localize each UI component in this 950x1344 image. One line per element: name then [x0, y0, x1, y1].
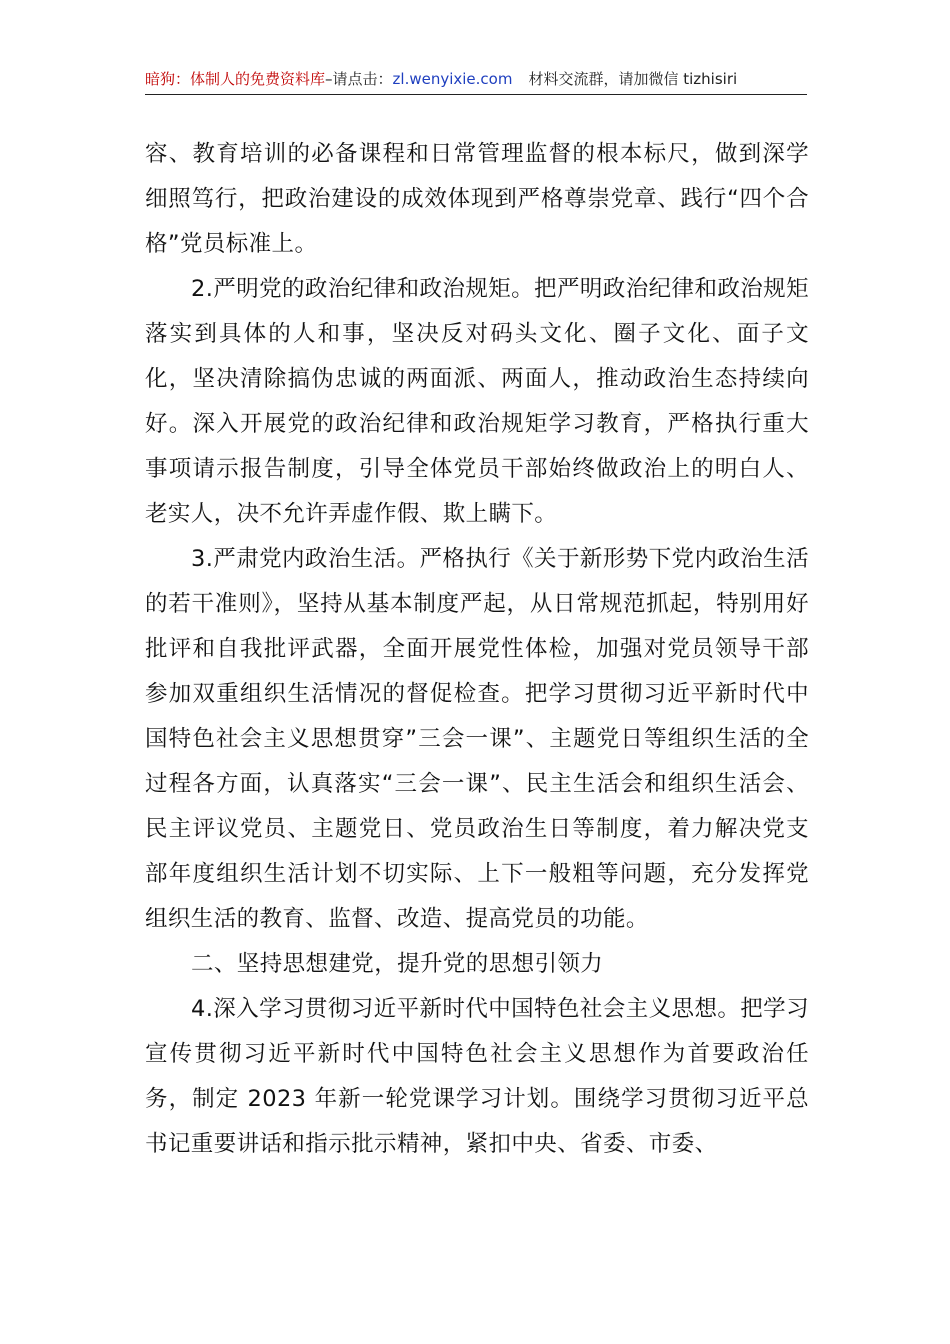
header-contact: 材料交流群，请加微信 tizhisiri	[528, 70, 738, 88]
header-brand: 暗狗：体制人的免费资料库	[145, 70, 326, 88]
document-body	[145, 132, 809, 1167]
paragraph-item-4: 4.深入学习贯彻习近平新时代中国特色社会主义思想。把学习宣传贯彻习近平新时代中国特色社会主义思想作为首要政治任务，制定 2023 年新一轮党课学习计划。围绕学习贯彻习近平总书记重要讲话和指示批示精神，紧扣中央、省委、市委、	[145, 996, 809, 1157]
paragraph-item-3: 3.严肃党内政治生活。严格执行《关于新形势下党内政治生活的若干准则》，坚持从基本制度严起，从日常规范抓起，特别用好批评和自我批评武器，全面开展党性体检，加强对党员领导干部参加双重组织生活情况的督促检查。把学习贯彻习近平新时代中国特色社会主义思想贯穿”三会一课”、主题党日等组织生活的全过程各方面，认真落实“三会一课”、民主生活会和组织生活会、民主评议党员、主题党日、党员政治生日等制度，着力解决党支部年度组织生活计划不切实际、上下一般粗等问题，充分发挥党组织生活的教育、监督、改造、提高党员的功能。	[145, 546, 809, 932]
section-heading-2: 二、坚持思想建党，提升党的思想引领力	[191, 951, 604, 977]
page-header	[145, 68, 807, 95]
header-link-prefix: –请点击：	[325, 70, 393, 88]
header-link[interactable]: zl.wenyixie.com	[392, 70, 513, 88]
paragraph-continuation: 容、教育培训的必备课程和日常管理监督的根本标尺，做到深学细照笃行，把政治建设的成效体现到严格尊崇党章、践行“四个合格”党员标准上。	[145, 141, 809, 257]
paragraph-item-2: 2.严明党的政治纪律和政治规矩。把严明政治纪律和政治规矩落实到具体的人和事，坚决反对码头文化、圈子文化、面子文化，坚决清除搞伪忠诚的两面派、两面人，推动政治生态持续向好。深入开展党的政治纪律和政治规矩学习教育，严格执行重大事项请示报告制度，引导全体党员干部始终做政治上的明白人、老实人，决不允许弄虚作假、欺上瞒下。	[145, 276, 809, 527]
